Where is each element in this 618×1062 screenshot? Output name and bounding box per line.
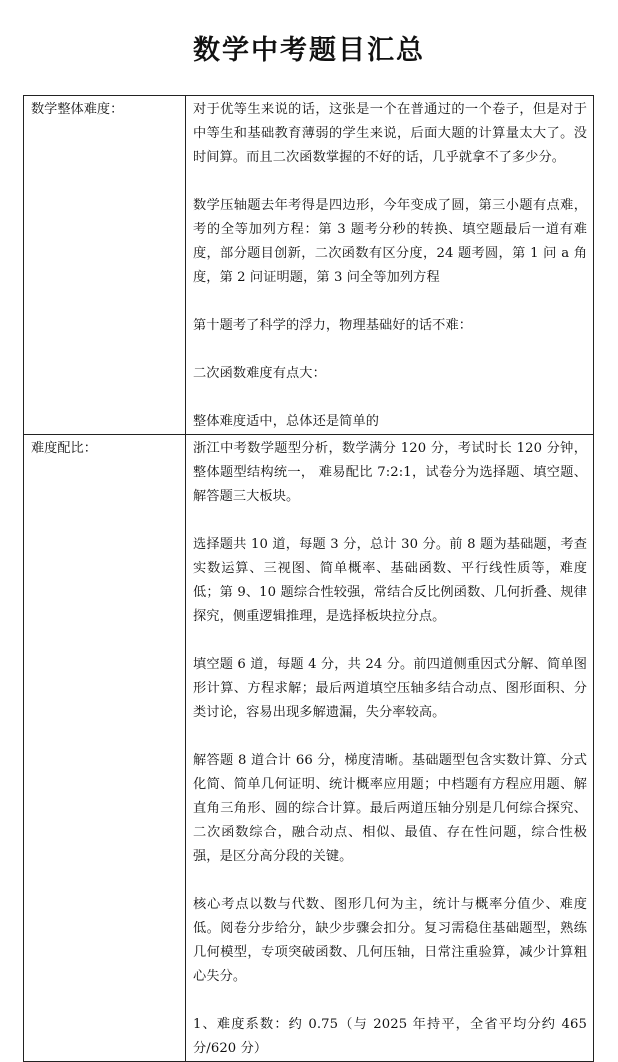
row-content-difficulty-ratio (186, 435, 594, 1062)
paragraph: 浙江中考数学题型分析，数学满分 120 分，考试时长 120 分钟，整体题型结构统一， 难易配比 7:2:1，试卷分为选择题、填空题、解答题三大板块。 (193, 441, 587, 504)
paragraph: 数学压轴题去年考得是四边形，今年变成了圆，第三小题有点难，考的全等加列方程：第 3 题考分秒的转换、填空题最后一道有难度，部分题目创新，二次函数有区分度，24 题考圆，第 1 问 a 角度，第 2 问证明题，第 3 问全等加列方程 (193, 198, 587, 285)
paragraph: 对于优等生来说的话，这张是一个在普通过的一个卷子，但是对于中等生和基础教育薄弱的学生来说，后面大题的计算量太大了。没时间算。而且二次函数掌握的不好的话，几乎就拿不了多少分。 (193, 102, 587, 165)
paragraph: 二次函数难度有点大： (193, 366, 326, 381)
table-row (24, 96, 594, 435)
paragraph: 核心考点以数与代数、图形几何为主，统计与概率分值少、难度低。阅卷分步给分，缺少步骤会扣分。复习需稳住基础题型，熟练几何模型，专项突破函数、几何压轴，日常注重验算，减少计算粗心失分。 (193, 897, 587, 984)
paragraph: 解答题 8 道合计 66 分，梯度清晰。基础题型包含实数计算、分式化简、简单几何证明、统计概率应用题；中档题有方程应用题、解直角三角形、圆的综合计算。最后两道压轴分别是几何综合探究、二次函数综合，融合动点、相似、最值、存在性问题，综合性极强，是区分高分段的关键。 (193, 753, 587, 864)
paragraph: 填空题 6 道，每题 4 分，共 24 分。前四道侧重因式分解、简单图形计算、方程求解；最后两道填空压轴多结合动点、图形面积、分类讨论，容易出现多解遗漏，失分率较高。 (193, 657, 587, 720)
row-content-overall-difficulty (186, 96, 594, 435)
row-label-difficulty-ratio: 难度配比： (24, 435, 186, 1062)
paragraph: 整体难度适中，总体还是简单的 (193, 414, 380, 429)
paragraph: 1、难度系数：约 0.75（与 2025 年持平，全省平均分约 465 分/620 分） (193, 1017, 587, 1056)
paragraph: 选择题共 10 道，每题 3 分，总计 30 分。前 8 题为基础题，考查实数运算、三视图、简单概率、基础函数、平行线性质等，难度低；第 9、10 题综合性较强，常结合反比例函数、几何折叠、规律探究，侧重逻辑推理，是选择板块拉分点。 (193, 537, 587, 624)
table-row (24, 435, 594, 1062)
page-title: 数学中考题目汇总 (193, 35, 425, 66)
row-label-overall-difficulty: 数学整体难度： (24, 96, 186, 435)
summary-table (23, 95, 594, 1062)
paragraph: 第十题考了科学的浮力，物理基础好的话不难： (193, 318, 473, 333)
